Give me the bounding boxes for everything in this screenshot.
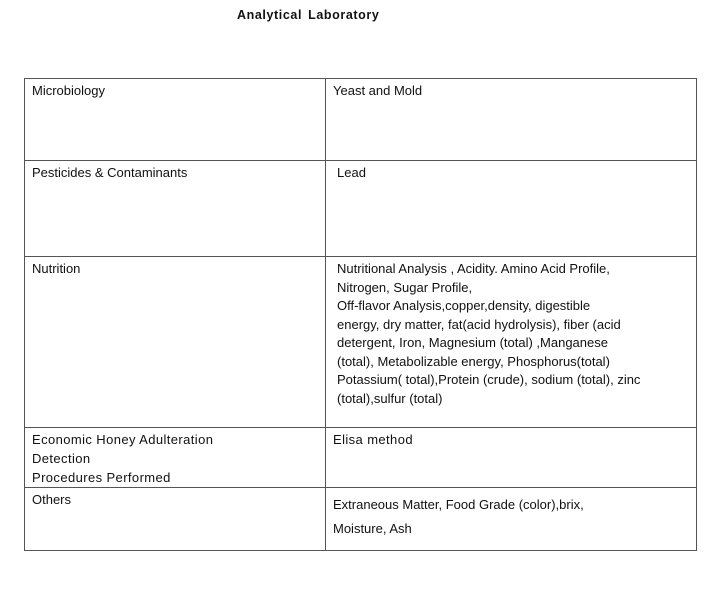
- category-label: Pesticides & Contaminants: [32, 165, 188, 180]
- category-label-line: Detection: [32, 450, 91, 466]
- category-cell: [25, 79, 326, 161]
- category-label-line: Economic Honey Adulteration: [32, 432, 214, 447]
- table-row-microbiology: [25, 79, 697, 161]
- category-label: Nutrition: [32, 261, 81, 276]
- tests-cell: [326, 257, 697, 428]
- tests-cell: [326, 428, 697, 488]
- category-cell: [25, 161, 326, 257]
- tests-text: Elisa method: [333, 432, 413, 447]
- table-row-pesticides: [25, 161, 697, 257]
- document-title: Analytical Laboratory: [237, 8, 380, 22]
- category-label-line: Procedures Performed: [32, 469, 171, 485]
- tests-text: Yeast and Mold: [333, 83, 423, 98]
- category-label: Others: [32, 492, 72, 508]
- tests-text-line: (total),sulfur (total): [337, 390, 443, 406]
- tests-text-line: Moisture, Ash: [333, 521, 412, 537]
- tests-text: Lead: [337, 165, 366, 180]
- tests-text-line: Nutritional Analysis , Acidity. Amino Acid Profile,: [337, 261, 610, 276]
- tests-text-line: energy, dry matter, fat(acid hydrolysis), fiber (acid: [337, 316, 621, 332]
- tests-cell: [326, 79, 697, 161]
- category-label: Microbiology: [32, 83, 105, 98]
- category-cell: [25, 428, 326, 488]
- tests-text-line: Nitrogen, Sugar Profile,: [337, 279, 473, 295]
- tests-cell: [326, 488, 697, 551]
- tests-cell: [326, 161, 697, 257]
- category-cell: [25, 257, 326, 428]
- table-row-honey-adulteration: [25, 428, 697, 488]
- table-row-nutrition: [25, 257, 697, 428]
- table-row-others: [25, 488, 697, 551]
- category-cell: [25, 488, 326, 551]
- analysis-table: [24, 78, 697, 551]
- tests-text-line: detergent, Iron, Magnesium (total) ,Manganese: [337, 335, 608, 350]
- tests-text-line: (total), Metabolizable energy, Phosphorus(total): [337, 353, 610, 369]
- tests-text-line: Extraneous Matter, Food Grade (color),brix,: [333, 497, 584, 513]
- tests-text-line: Potassium( total),Protein (crude), sodium (total), zinc: [337, 372, 641, 387]
- tests-text-line: Off-flavor Analysis,copper,density, digestible: [337, 298, 591, 313]
